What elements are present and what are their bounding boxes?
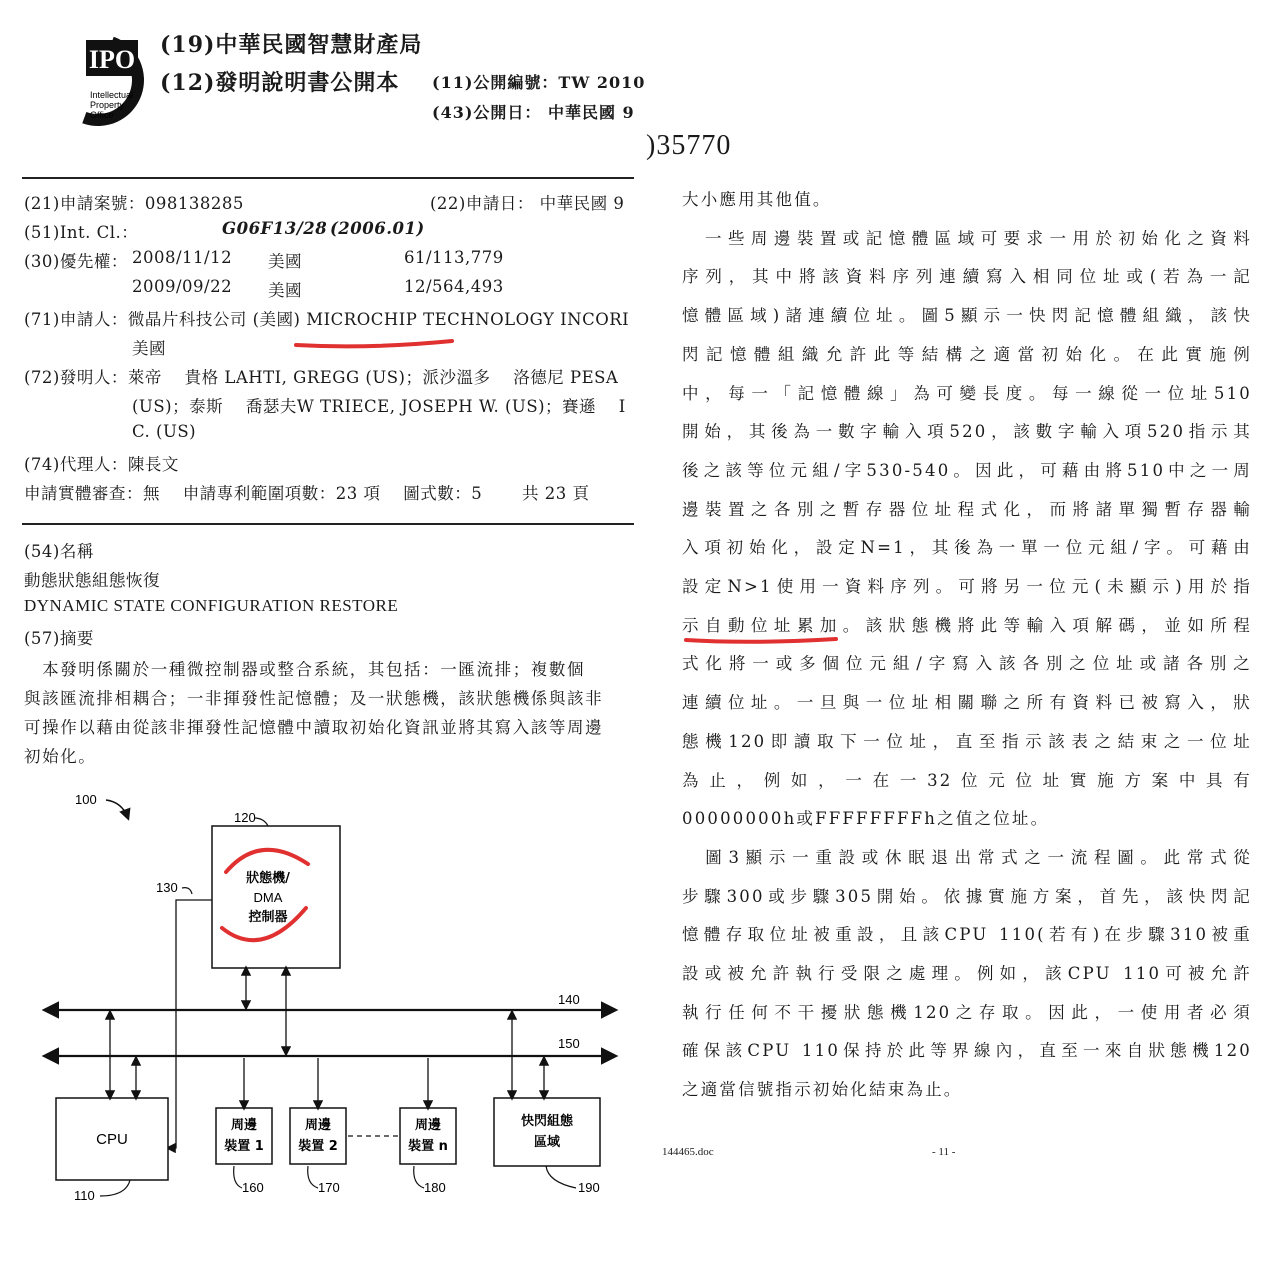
priority-country: 美國	[268, 252, 302, 271]
priority-number: 12/564,493	[404, 277, 504, 296]
body-line: 邊裝置之各別之暫存器位址程式化，而將諸單獨暫存器輸	[682, 499, 1252, 519]
ref-150: 150	[558, 1036, 580, 1051]
peripheral-n-label-2: 裝置 n	[408, 1139, 448, 1154]
state-machine-label-3: 控制器	[248, 910, 288, 925]
body-line: 大小應用其他值。	[682, 190, 832, 209]
priority-date: 2009/09/22	[132, 277, 233, 296]
office-line: (19)中華民國智慧財產局	[160, 32, 423, 58]
peripheral-2-label-1: 周邊	[304, 1118, 332, 1133]
int-cl-label: (51)Int. Cl.：	[24, 223, 139, 242]
ref-120: 120	[234, 810, 256, 825]
inventor-line-2: (US)；泰斯 喬瑟夫W TRIECE, JOSEPH W. (US)；賽遜 I	[132, 397, 626, 416]
abstract-line: 本發明係關於一種微控制器或整合系統，其包括：一匯流排；複數個	[24, 660, 586, 679]
cpu-label: CPU	[96, 1131, 128, 1148]
state-machine-label-1: 狀態機/	[246, 871, 290, 886]
peripheral-n-box	[400, 1108, 456, 1164]
flash-label-1: 快閃組態	[520, 1114, 574, 1129]
exam-line: 申請實體審查：無 申請專利範圍項數：23 項 圖式數：5 共 23 頁	[24, 484, 590, 503]
body-line: 一些周邊裝置或記憶體區域可要求一用於初始化之資料	[682, 228, 1252, 248]
body-line: 序列，其中將該資料序列連續寫入相同位址或(若為一記	[682, 267, 1252, 287]
ref-100-arrow	[106, 800, 128, 818]
title-zh: 動態狀態組態恢復	[24, 571, 160, 590]
int-cl-version: (2006.01)	[330, 219, 425, 238]
peripheral-1-label-1: 周邊	[230, 1118, 258, 1133]
priority-date: 2008/11/12	[132, 248, 233, 267]
body-line: 設或被允許執行受限之處理。例如，該CPU 110可被允許	[682, 964, 1252, 983]
logo-text-2: Property	[90, 100, 125, 110]
peripheral-n-label-1: 周邊	[414, 1118, 442, 1133]
body-line: 態機120即讀取下一位址，直至指示該表之結束之一位址	[682, 731, 1252, 751]
ref-170: 170	[318, 1180, 340, 1195]
inventor-line-1: (72)發明人：萊帝 貴格 LAHTI, GREGG (US)；派沙溫多 洛德尼 PESA	[24, 368, 619, 387]
ref-190: 190	[578, 1180, 600, 1195]
abstract-label: (57)摘要	[24, 629, 94, 648]
ref-100: 100	[75, 792, 97, 807]
abstract-line: 與該匯流排相耦合；一非揮發性記憶體；及一狀態機，該狀態機係與該非	[24, 689, 604, 708]
abstract-body	[24, 656, 634, 772]
body-line: 執行任何不干擾狀態機120之存取。因此，一使用者必須	[682, 1002, 1252, 1022]
body-line: 示自動位址累加。該狀態機將此等輸入項解碼，並如所程	[682, 615, 1252, 635]
body-line: 確保該CPU 110保持於此等界線內，直至一來自狀態機120	[682, 1041, 1252, 1061]
connection-130	[168, 900, 212, 1148]
peripheral-1-label-2: 裝置 1	[224, 1139, 264, 1154]
ref-110: 110	[74, 1188, 95, 1203]
body-line: 連續位址。一旦與一位址相關聯之所有資料已被寫入，狀	[682, 693, 1252, 713]
body-line: 入項初始化，設定N=1，其後為一單一位元組/字。可藉由	[682, 538, 1252, 558]
body-line: 憶體存取位址被重設，且該CPU 110(若有)在步驟310被重	[682, 925, 1252, 945]
applicant-country: 美國	[132, 339, 166, 358]
logo-mark: IPO	[88, 45, 136, 74]
doc-type-line: (12)發明說明書公開本	[160, 70, 400, 96]
body-line: 憶體區域)諸連續位址。圖5顯示一快閃記憶體組織，該快	[682, 306, 1252, 326]
ref-180: 180	[424, 1180, 446, 1195]
body-line: 開始，其後為一數字輸入項520，該數字輸入項520指示其	[682, 422, 1252, 442]
abstract-line: 可操作以藉由從該非揮發性記憶體中讀取初始化資訊並將其寫入該等周邊	[24, 718, 604, 737]
int-cl-code: G06F13/28	[222, 219, 328, 238]
state-machine-label-2: DMA	[253, 890, 283, 905]
pub-number-big: )35770	[646, 130, 732, 161]
ref-140: 140	[558, 992, 580, 1007]
ref-160: 160	[242, 1180, 264, 1195]
application-date: (22)申請日： 中華民國 9	[430, 194, 625, 213]
abstract-line: 初始化。	[24, 747, 97, 766]
body-line: 圖3顯示一重設或休眠退出常式之一流程圖。此常式從	[682, 847, 1252, 867]
body-line: 00000000h或FFFFFFFFh之值之位址。	[682, 809, 1050, 829]
ipo-logo	[38, 30, 148, 130]
body-line: 中，每一「記憶體線」為可變長度。每一線從一位址510	[682, 383, 1252, 403]
pub-date-line: (43)公開日： 中華民國 9	[432, 103, 635, 122]
red-underline-applicant	[290, 336, 460, 352]
body-line: 式化將一或多個位元組/字寫入該各別之位址或諸各別之	[682, 654, 1252, 674]
body-line: 設定N>1使用一資料序列。可將另一位元(未顯示)用於指	[682, 577, 1252, 596]
body-line: 之適當信號指示初始化結束為止。	[682, 1080, 963, 1100]
header-rule	[22, 177, 634, 179]
ref-130: 130	[156, 880, 178, 895]
peripheral-2-label-2: 裝置 2	[298, 1139, 338, 1154]
peripheral-1-box	[216, 1108, 272, 1164]
body-line: 閃記憶體組織允許此等結構之適當初始化。在此實施例	[682, 344, 1252, 364]
footer-filename: 144465.doc	[662, 1146, 714, 1158]
red-underline-auto-address	[682, 632, 842, 646]
title-label: (54)名稱	[24, 542, 94, 561]
application-number: (21)申請案號：098138285	[24, 194, 244, 213]
logo-text-3: Office	[90, 110, 114, 120]
body-line: 後之該等位元組/字530-540。因此，可藉由將510中之一周	[682, 460, 1252, 480]
body-line: 步驟300或步驟305開始。依據實施方案，首先，該快閃記	[682, 886, 1252, 906]
flash-label-2: 區域	[533, 1135, 561, 1150]
peripheral-2-box	[290, 1108, 346, 1164]
priority-number: 61/113,779	[404, 248, 504, 267]
priority-country: 美國	[268, 281, 302, 300]
footer-page: - 11 -	[932, 1146, 956, 1158]
priority-label: (30)優先權：	[24, 252, 128, 271]
block-diagram	[30, 780, 630, 1220]
logo-text-1: Intellectual	[90, 90, 134, 100]
pub-number-line: (11)公開編號：TW 2010	[432, 73, 646, 92]
title-en: DYNAMIC STATE CONFIGURATION RESTORE	[24, 596, 399, 615]
flash-config-box	[494, 1098, 600, 1166]
agent-line: (74)代理人：陳長文	[24, 455, 179, 474]
bib-rule	[22, 523, 634, 525]
body-line: 為止，例如，一在一32位元位址實施方案中具有	[682, 770, 1252, 790]
applicant-line: (71)申請人：微晶片科技公司 (美國) MICROCHIP TECHNOLOGY INCORI	[24, 310, 630, 329]
inventor-line-3: C. (US)	[132, 422, 197, 441]
